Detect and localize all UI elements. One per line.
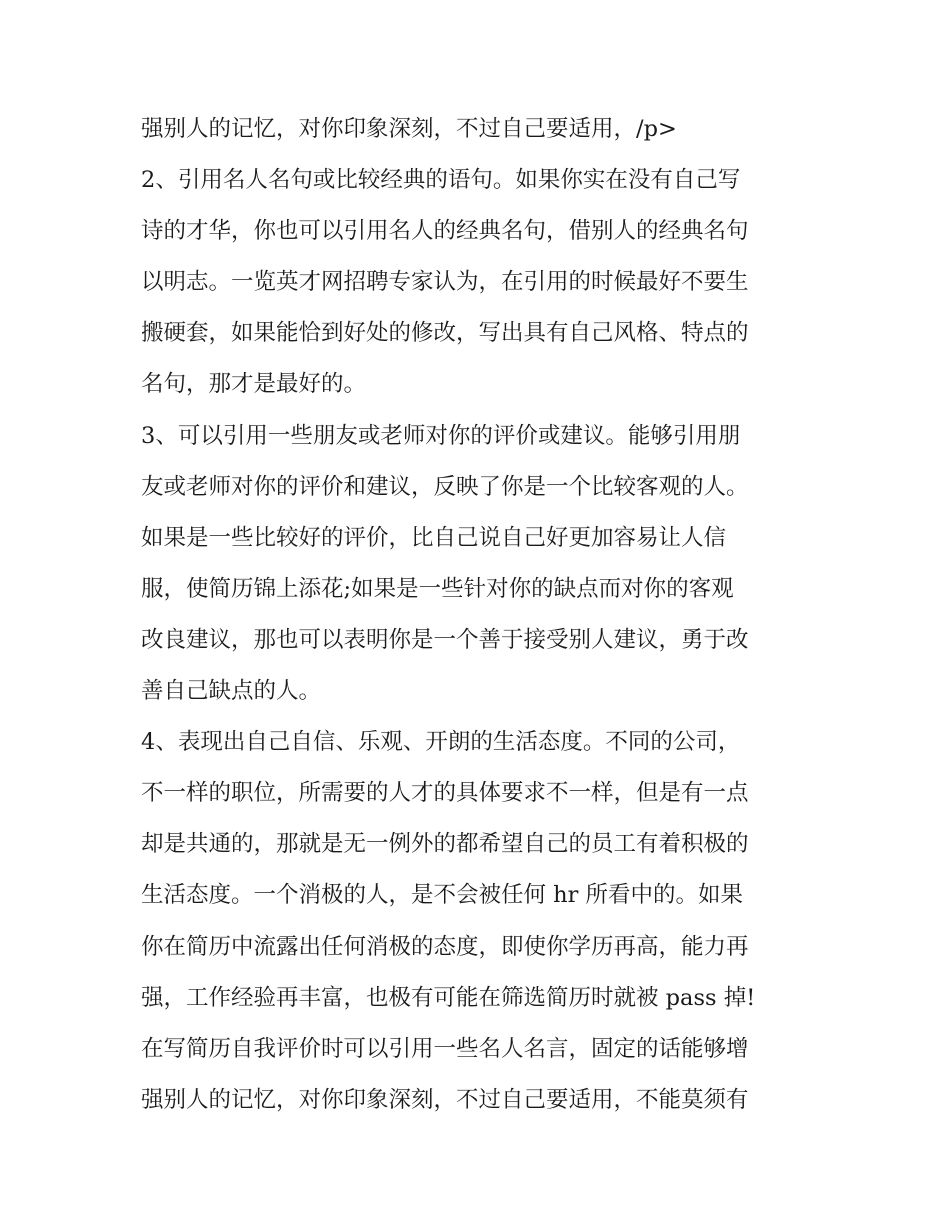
- text-line: 强别人的记忆，对你印象深刻，不过自己要适用，/p>: [141, 116, 677, 142]
- document-body: [141, 104, 831, 1126]
- text-line: 3、可以引用一些朋友或老师对你的评价或建议。能够引用朋: [141, 422, 741, 449]
- text-line: 以明志。一览英才网招聘专家认为，在引用的时候最好不要生: [141, 269, 749, 296]
- text-line: 不一样的职位，所需要的人才的具体要求不一样，但是有一点: [141, 780, 749, 807]
- text-line: 强别人的记忆，对你印象深刻，不过自己要适用，不能莫须有: [141, 1086, 749, 1113]
- text-line: 改良建议，那也可以表明你是一个善于接受别人建议，勇于改: [141, 626, 749, 653]
- text-line: 强，工作经验再丰富，也极有可能在筛选简历时就被 pass 掉!: [141, 984, 756, 1011]
- text-line: 服，使简历锦上添花;如果是一些针对你的缺点而对你的客观: [141, 575, 734, 602]
- text-line: 善自己缺点的人。: [141, 678, 322, 705]
- text-line: 4、表现出自己自信、乐观、开朗的生活态度。不同的公司，: [141, 729, 741, 756]
- text-line: 如果是一些比较好的评价，比自己说自己好更加容易让人信: [141, 524, 727, 551]
- text-line: 名句，那才是最好的。: [141, 371, 367, 398]
- text-line: 2、引用名人名句或比较经典的语句。如果你实在没有自己写: [141, 167, 741, 194]
- text-line: 在写简历自我评价时可以引用一些名人名言，固定的话能够增: [141, 1035, 749, 1062]
- text-line: 搬硬套，如果能恰到好处的修改，写出具有自己风格、特点的: [141, 320, 749, 347]
- text-line: 生活态度。一个消极的人，是不会被任何 hr 所看中的。如果: [141, 882, 744, 909]
- text-line: 却是共通的，那就是无一例外的都希望自己的员工有着积极的: [141, 831, 749, 858]
- text-line: 诗的才华，你也可以引用名人的经典名句，借别人的经典名句: [141, 218, 749, 245]
- text-line: 友或老师对你的评价和建议，反映了你是一个比较客观的人。: [141, 473, 749, 500]
- text-line: 你在简历中流露出任何消极的态度，即使你学历再高，能力再: [141, 933, 749, 960]
